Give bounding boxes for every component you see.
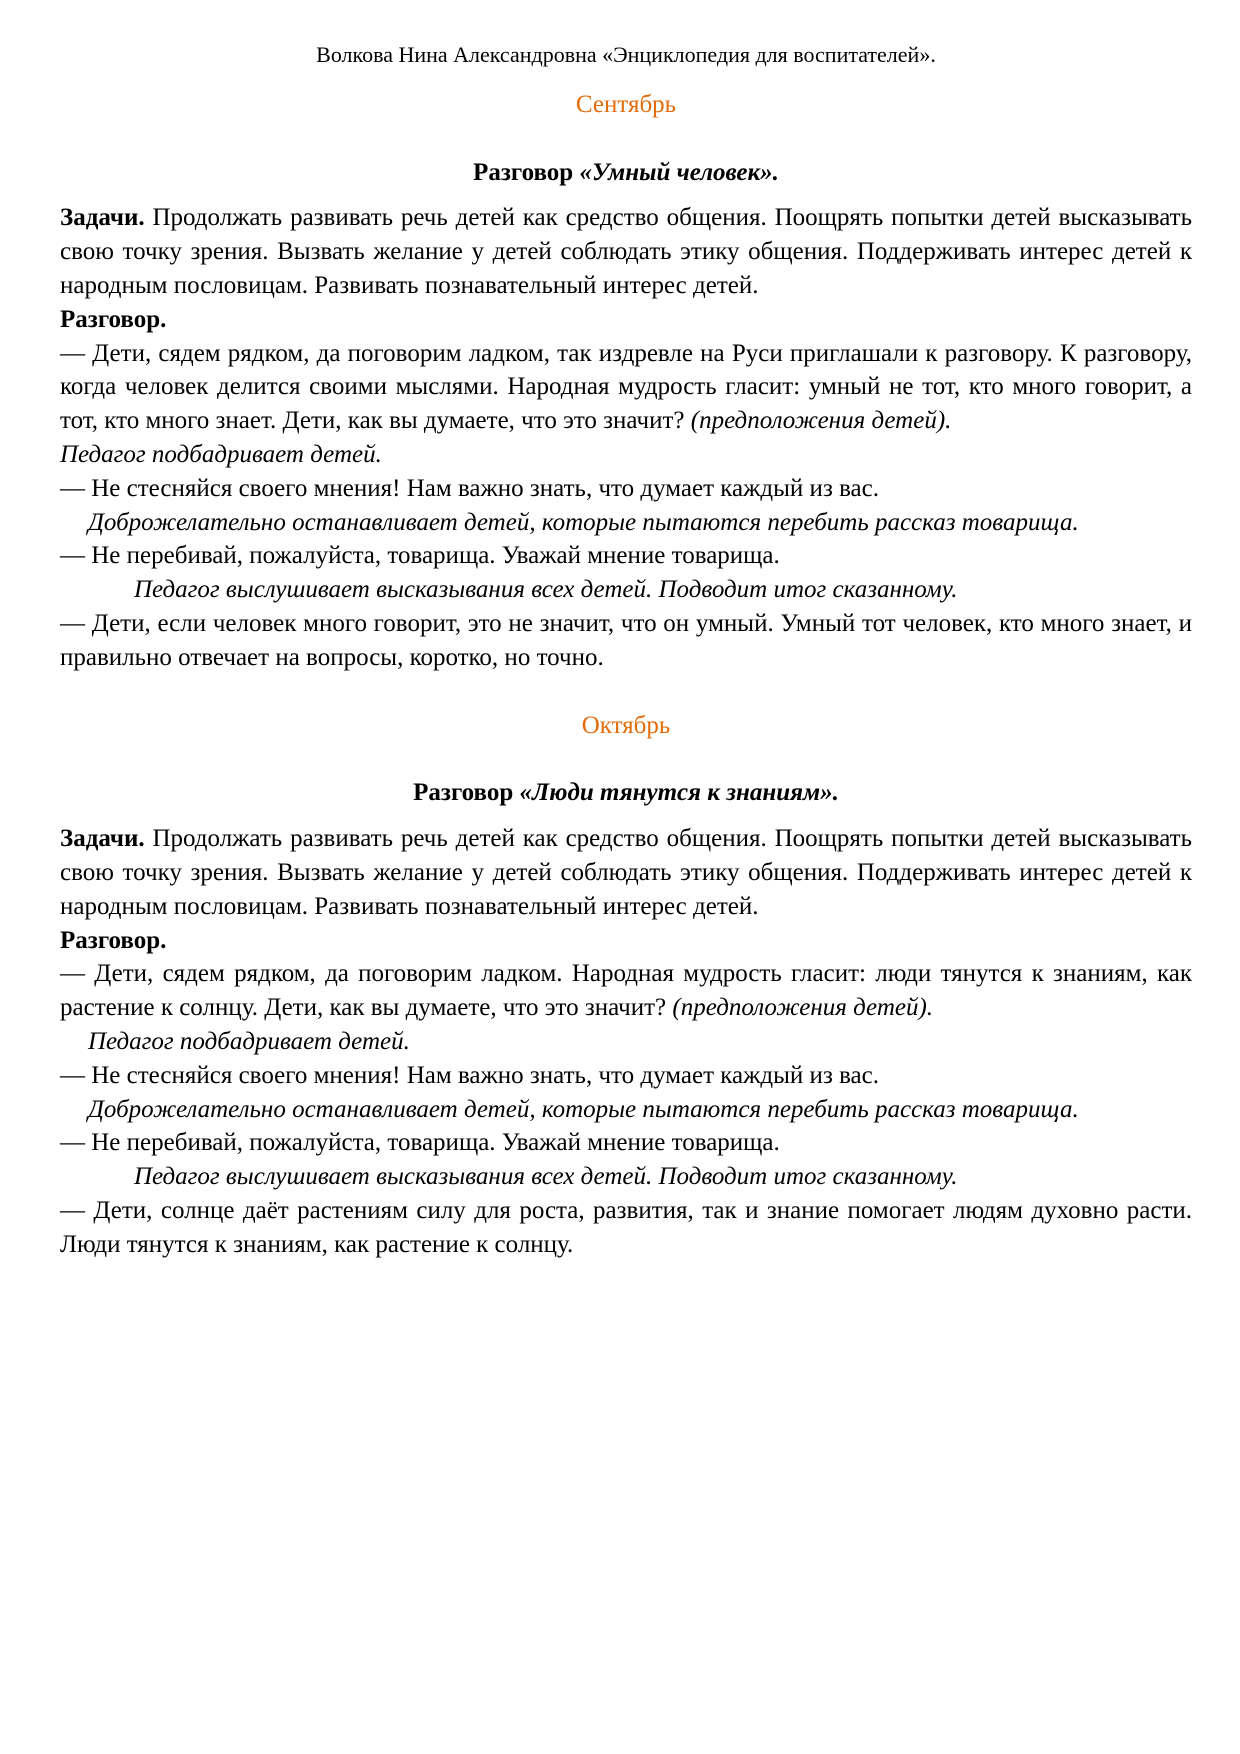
teacher-note: Педагог выслушивает высказывания всех детей. Подводит итог сказанному. (134, 1163, 958, 1191)
title-prefix: Разговор (413, 779, 520, 807)
tasks-text: Продолжать развивать речь детей как средство общения. Поощрять попытки детей высказывать свою точку зрения. Вызвать желание у детей соблюдать этику общения. Поддерживать интерес детей к народным пословицам. Развивать познавательный интерес детей. (60, 825, 1192, 920)
page-header: Волкова Нина Александровна «Энциклопедия для воспитателей». (316, 42, 936, 67)
month-heading: Октябрь (581, 711, 671, 739)
month-heading: Сентябрь (575, 90, 677, 118)
teacher-note: Педагог подбадривает детей. (88, 1027, 410, 1055)
teacher-note: Педагог выслушивает высказывания всех детей. Подводит итог сказанному. (134, 576, 958, 604)
section-title (60, 156, 1192, 190)
title-prefix: Разговор (473, 158, 580, 186)
tasks-label: Задачи. (60, 825, 145, 853)
title-italic: «Умный человек». (579, 158, 779, 186)
title-italic: «Люди тянутся к знаниям». (519, 779, 839, 807)
dialogue-paragraph: — Не перебивай, пожалуйста, товарища. Уважай мнение товарища. (60, 1129, 780, 1157)
talk-label: Разговор. (60, 926, 167, 954)
dialogue-note: (предположения детей). (672, 994, 934, 1022)
section-title (60, 776, 1192, 810)
document-page (60, 38, 1192, 1262)
dialogue-paragraph: — Не стесняйся своего мнения! Нам важно знать, что думает каждый из вас. (60, 1061, 879, 1089)
dialogue-text: — Дети, сядем рядком, да поговорим ладком, так издревле на Руси приглашали к разговору. К разговору, когда человек делится своими мыслями. Народная мудрость гласит: умный не тот, кто много говорит, а тот, кто много знает. Дети, как вы думаете, что это значит? (60, 339, 1192, 435)
talk-label: Разговор. (60, 305, 167, 333)
dialogue-paragraph: — Не перебивай, пожалуйста, товарища. Уважай мнение товарища. (60, 542, 780, 570)
tasks-text: Продолжать развивать речь детей как средство общения. Поощрять попытки детей высказывать свою точку зрения. Вызвать желание у детей соблюдать этику общения. Поддерживать интерес детей к народным пословицам. Развивать познавательный интерес детей. (60, 204, 1192, 299)
dialogue-paragraph: — Дети, если человек много говорит, это не значит, что он умный. Умный тот человек, кто много знает, и правильно отвечает на вопросы, коротко, но точно. (60, 609, 1192, 671)
tasks-label: Задачи. (60, 204, 145, 232)
dialogue-paragraph: — Не стесняйся своего мнения! Нам важно знать, что думает каждый из вас. (60, 474, 879, 502)
teacher-note: Педагог подбадривает детей. (60, 440, 382, 468)
dialogue-text: — Дети, сядем рядком, да поговорим ладком. Народная мудрость гласит: люди тянутся к знаниям, как растение к солнцу. Дети, как вы думаете, что это значит? (60, 960, 1192, 1022)
dialogue-paragraph (60, 337, 1192, 438)
dialogue-paragraph: — Дети, солнце даёт растениям силу для роста, развития, так и знание помогает людям духовно расти. Люди тянутся к знаниям, как растение к солнцу. (60, 1196, 1192, 1258)
teacher-note: Доброжелательно останавливает детей, которые пытаются перебить рассказ товарища. (88, 508, 1079, 536)
dialogue-note: (предположения детей). (690, 407, 952, 435)
section-october (60, 709, 1192, 1262)
dialogue-paragraph (60, 957, 1192, 1025)
tasks-paragraph (60, 822, 1192, 923)
teacher-note: Доброжелательно останавливает детей, которые пытаются перебить рассказ товарища. (88, 1095, 1079, 1123)
tasks-paragraph (60, 201, 1192, 302)
section-september (60, 88, 1192, 675)
